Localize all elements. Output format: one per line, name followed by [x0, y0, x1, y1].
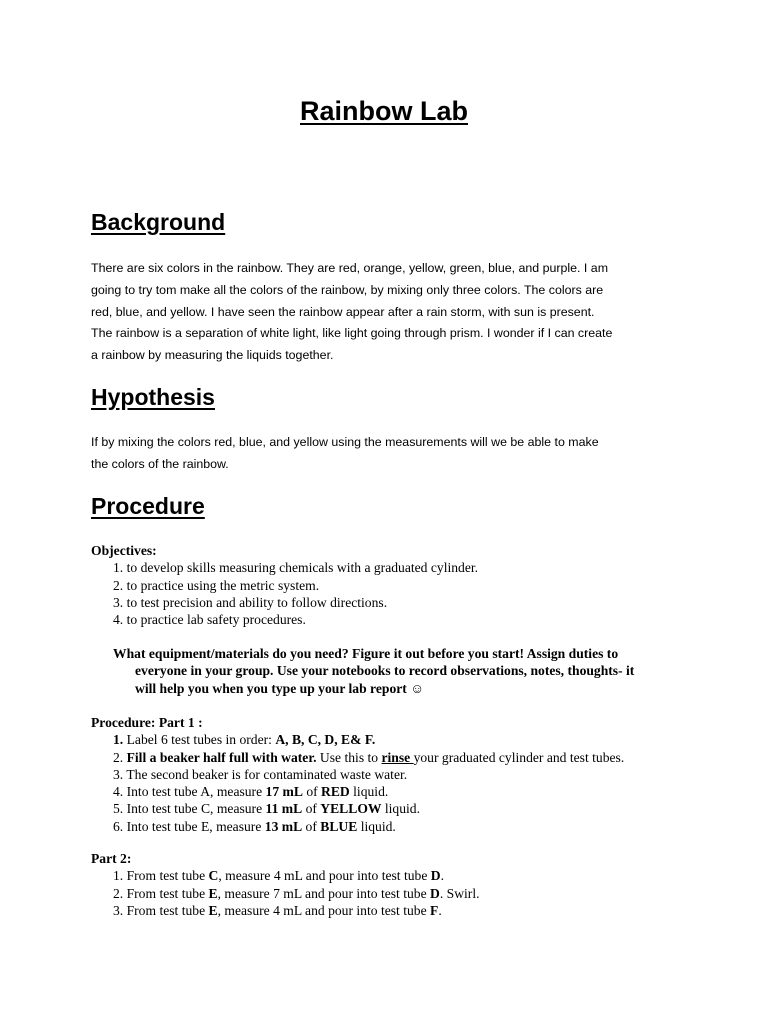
- equipment-block: [113, 645, 713, 697]
- liquid-color: RED: [321, 784, 350, 800]
- target-tube: D: [430, 868, 441, 884]
- tube-labels: A, B, C, D, E& F.: [275, 732, 376, 748]
- part2-label: Part 2:: [91, 851, 132, 866]
- part2-step: [91, 885, 691, 902]
- step-emphasis: Fill a beaker half full with water.: [126, 749, 317, 765]
- equipment-line: will help you when you type up your lab report ☺: [135, 680, 425, 696]
- step-text: , measure 4 mL and pour into test tube: [217, 902, 431, 918]
- part1-step: [91, 818, 691, 835]
- step-text: . Swirl.: [439, 885, 480, 901]
- hypothesis-line: the colors of the rainbow.: [91, 456, 229, 471]
- part1-label: Procedure: Part 1 :: [91, 715, 203, 730]
- background-line: red, blue, and yellow. I have seen the rainbow appear after a rain storm, with sun is present.: [91, 304, 595, 319]
- hypothesis-heading: Hypothesis: [91, 384, 215, 410]
- step-text: 2. From test tube: [113, 885, 209, 901]
- step-text: liquid.: [381, 801, 421, 817]
- background-line: There are six colors in the rainbow. They are red, orange, yellow, green, blue, and purple. I am: [91, 261, 609, 275]
- step-text: Label 6 test tubes in order:: [123, 732, 276, 748]
- procedure-heading: Procedure: [91, 493, 205, 519]
- target-tube: F: [430, 902, 439, 918]
- part1-step: [91, 731, 691, 748]
- step-text: liquid.: [349, 784, 389, 800]
- step-text: liquid.: [357, 818, 396, 834]
- part1-step: 3. The second beaker is for contaminated waste water.: [113, 766, 408, 782]
- step-text: your graduated cylinder and test tubes.: [413, 749, 625, 765]
- step-text: Use this to: [316, 749, 382, 765]
- liquid-color: YELLOW: [320, 801, 382, 817]
- measure-amount: 13 mL: [264, 818, 303, 834]
- step-text: of: [302, 784, 322, 800]
- objectives-block: [91, 542, 691, 628]
- part2-step: [91, 902, 691, 919]
- step-text: 3. From test tube: [113, 902, 209, 918]
- step-text: 1. From test tube: [113, 868, 209, 884]
- step-text: 6. Into test tube E, measure: [113, 818, 265, 834]
- objective-item: 1. to develop skills measuring chemicals with a graduated cylinder.: [113, 560, 479, 576]
- step-text: .: [438, 902, 442, 918]
- target-tube: D: [430, 885, 440, 901]
- objectives-label: Objectives:: [91, 543, 157, 558]
- rinse-word: rinse: [381, 749, 414, 765]
- source-tube: E: [208, 902, 218, 918]
- background-line: The rainbow is a separation of white light, like light going through prism. I wonder if I can create: [91, 326, 613, 341]
- liquid-color: BLUE: [320, 818, 358, 834]
- page-title: Rainbow Lab: [300, 96, 468, 126]
- step-number: 1.: [113, 732, 124, 748]
- step-text: 5. Into test tube C, measure: [113, 801, 266, 817]
- procedure-part2-block: [91, 850, 691, 919]
- background-line: a rainbow by measuring the liquids together.: [91, 348, 334, 363]
- step-text: .: [440, 868, 445, 884]
- background-heading: Background: [91, 209, 226, 235]
- part2-step: [91, 867, 691, 884]
- measure-amount: 11 mL: [265, 801, 303, 817]
- source-tube: C: [208, 868, 219, 884]
- step-text: , measure 4 mL and pour into test tube: [218, 868, 431, 884]
- background-line: going to try tom make all the colors of the rainbow, by mixing only three colors. The colors are: [91, 282, 604, 297]
- part1-step: [91, 800, 691, 817]
- background-paragraph: [91, 258, 691, 367]
- source-tube: E: [208, 885, 218, 901]
- step-text: of: [302, 818, 321, 834]
- part1-step: [91, 749, 691, 766]
- step-text: of: [302, 801, 321, 817]
- equipment-line: everyone in your group. Use your notebooks to record observations, notes, thoughts- it: [135, 663, 635, 679]
- part1-step: [91, 783, 691, 800]
- hypothesis-line: If by mixing the colors red, blue, and yellow using the measurements will we be able to make: [91, 435, 599, 449]
- measure-amount: 17 mL: [265, 784, 303, 800]
- objective-item: 3. to test precision and ability to follow directions.: [113, 594, 388, 610]
- equipment-line: What equipment/materials do you need? Figure it out before you start! Assign duties to: [113, 646, 619, 661]
- hypothesis-paragraph: [91, 432, 691, 476]
- procedure-part1-block: [91, 714, 691, 835]
- step-text: 4. Into test tube A, measure: [113, 784, 266, 800]
- objective-item: 4. to practice lab safety procedures.: [113, 612, 306, 628]
- step-number: 2.: [113, 749, 127, 765]
- objective-item: 2. to practice using the metric system.: [113, 577, 320, 593]
- step-text: , measure 7 mL and pour into test tube: [217, 885, 431, 901]
